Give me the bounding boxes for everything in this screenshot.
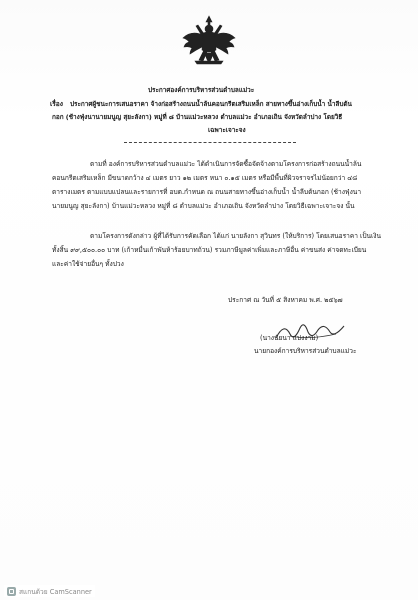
award-paragraph-2: ทั้งสิ้น ๙๙,๕๐๐.๐๐ บาท (เก้าหมื่นเก้าพันห้าร้อยบาทถ้วน) รวมภาษีมูลค่าเพิ่มและภาษีอื่น ค่าขนส่ง ค่าจดทะเบียน [52,246,367,254]
subject-line-3: เฉพาะเจาะจง [208,126,246,134]
watermark-text: สแกนด้วย CamScanner [19,587,92,596]
announcement-date: ประกาศ ณ วันที่ ๕ สิงหาคม พ.ศ. ๒๕๖๗ [228,296,343,304]
award-paragraph-1: ตามโครงการดังกล่าว ผู้ที่ได้รับการคัดเลือก ได้แก่ นายลังกา สุวินทร (ให้บริการ) โดยเสนอราคา เป็นเงิน [90,232,381,240]
body-paragraph-4: นายมนูญ สุยะลังกา) บ้านแม่วะหลวง หมู่ที่ ๘ ตำบลแม่วะ อำเภอเถิน จังหวัดลำปาง โดยวิธีเฉพาะเจาะจง นั้น [52,202,355,210]
body-paragraph-2: คอนกรีตเสริมเหล็ก มีขนาดกว้าง ๔ เมตร ยาว ๑๒ เมตร หนา ๐.๑๕ เมตร หรือมีพื้นที่ผิวจราจรไม่น้อยกว่า ๔๘ [52,174,358,182]
document-title: ประกาศองค์การบริหารส่วนตำบลแม่วะ [148,86,255,94]
subject-label: เรื่อง [50,100,63,108]
body-paragraph-1: ตามที่ องค์การบริหารส่วนตำบลแม่วะ ได้ดำเนินการจัดซื้อจัดจ้างตามโครงการก่อสร้างถนนน้ำล้น [90,160,362,168]
camscanner-watermark [4,585,95,597]
signatory-name: (นางนัยนา แปงงาม) [260,334,319,342]
signatory-position: นายกองค์การบริหารส่วนตำบลแม่วะ [254,347,357,355]
camscanner-logo-icon [7,587,16,596]
award-paragraph-3: และค่าใช้จ่ายอื่นๆ ทั้งปวง [52,260,124,268]
subject-line-2: กอก (ช้างฟุ่งนานายมนูญ สุยะลังกา) หมู่ที่ ๘ บ้านแม่วะหลวง ตำบลแม่วะ อำเภอเถิน จังหวัดลำปาง โดยวิธี [52,113,343,121]
garuda-emblem [181,14,237,72]
body-paragraph-3: ตารางเมตร ตามแบบแปลนและรายการที่ อบต.กำหนด ณ ถนนสายทางขึ้นอ่างเก็บน้ำ น้ำลีบต้นกอก (ช้างฟุ่งนา [52,188,362,196]
section-divider [124,142,296,143]
subject-line-1: ประกาศผู้ชนะการเสนอราคา จ้างก่อสร้างถนนน้ำล้นคอนกรีตเสริมเหล็ก สายทางขึ้นอ่างเก็บน้ำ น้ำลีบต้น [70,100,352,108]
